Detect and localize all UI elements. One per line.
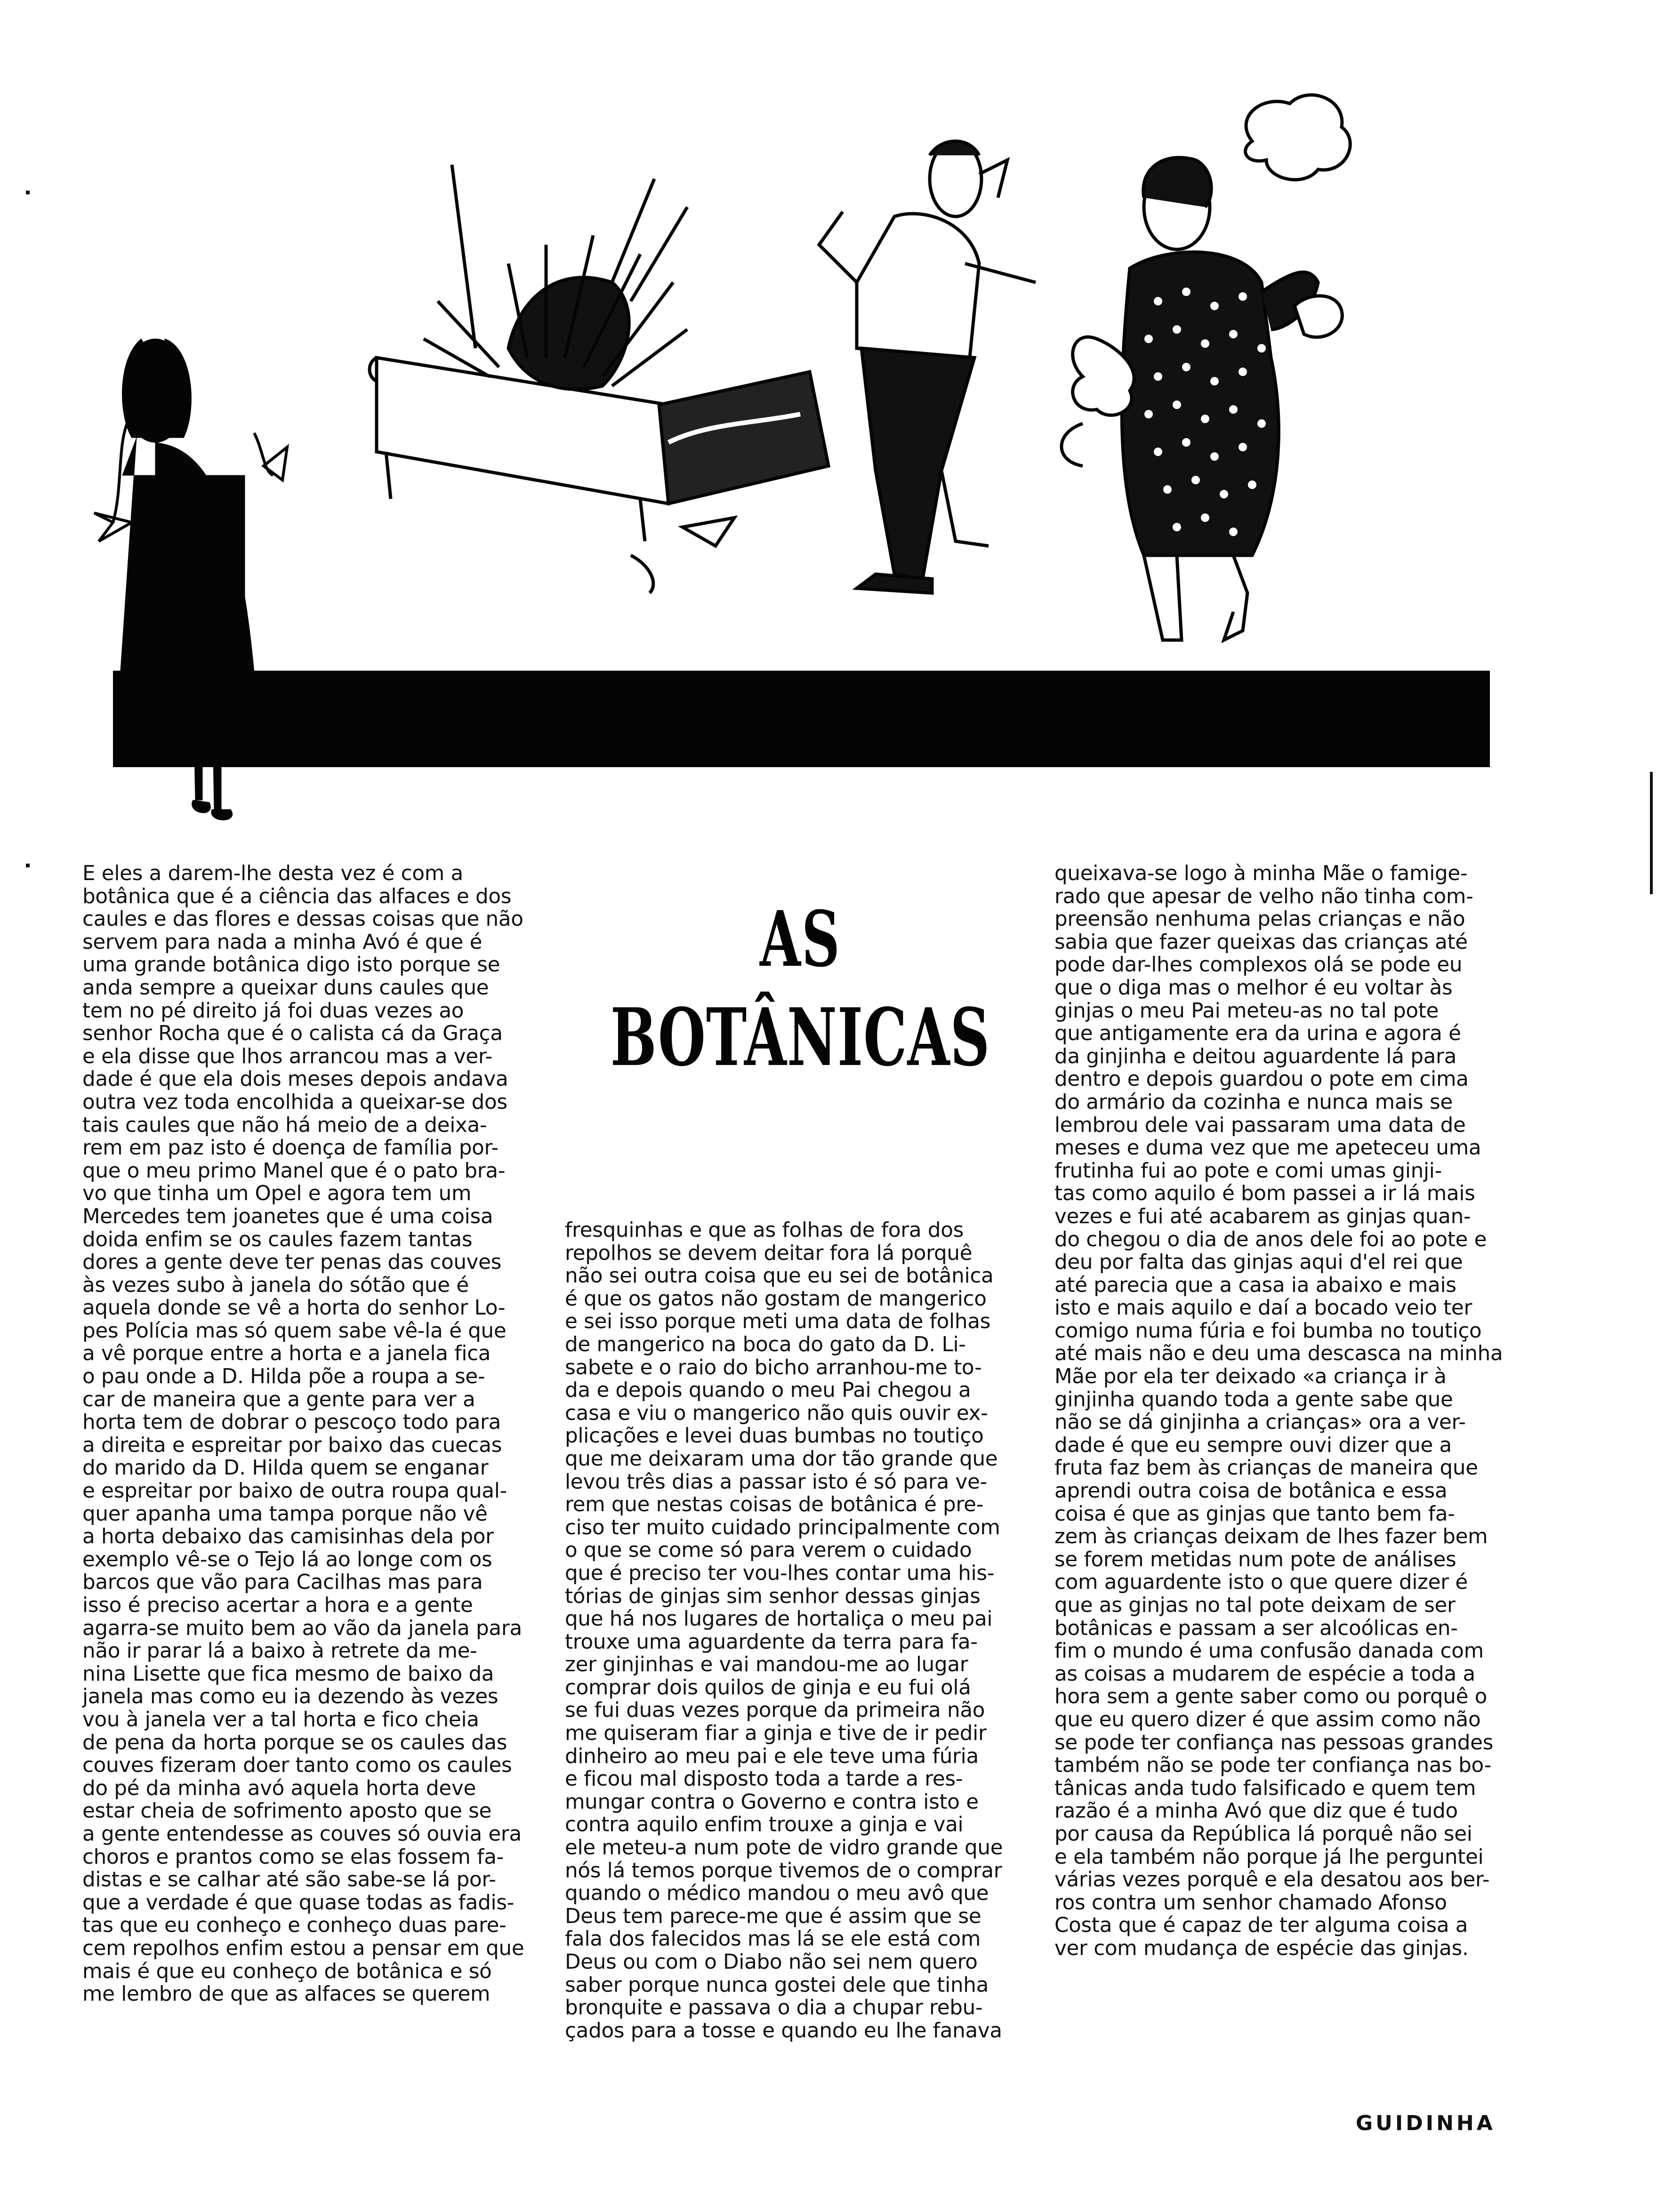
text-line: o que se come só para verem o cuidado [565,1539,972,1563]
text-line: exemplo vê-se o Tejo lá ao longe com os [82,1547,492,1571]
text-line: mais é que eu conheço de botânica e só [82,1959,492,1983]
text-line: comigo numa fúria e foi bumba no toutiço [1054,1319,1482,1343]
text-line: nina Lisette que fica mesmo de baixo da [82,1662,494,1686]
text-line: é que os gatos não gostam de mangerico [565,1287,987,1311]
text-line: dores a gente deve ter penas das couves [82,1250,502,1274]
text-line: e ela disse que lhos arrancou mas a ver- [82,1044,493,1068]
text-line: aquela donde se vê a horta do senhor Lo- [82,1296,506,1320]
article-column-middle [565,1219,1003,2042]
text-line: que há nos lugares de hortaliça o meu pai [565,1607,993,1631]
text-line: saber porque nunca gostei dele que tinha [565,1973,989,1997]
text-line: isso é preciso acertar a hora e a gente [82,1594,473,1617]
text-line: mungar contra o Governo e contra isto e [565,1790,979,1814]
text-line: bronquite e passava o dia a chupar rebu- [565,1996,983,2020]
text-line: vezes e fui até acabarem as ginjas quan- [1054,1204,1471,1228]
text-line: às vezes subo à janela do sótão que é [82,1273,469,1297]
text-line: fim o mundo é uma confusão danada com [1054,1639,1484,1663]
article-column-left [82,862,524,2006]
text-line: ginjas o meu Pai meteu-as no tal pote [1054,999,1439,1023]
scan-mark [1650,772,1653,894]
text-line: caules e das flores e dessas coisas que não [82,907,523,931]
text-line: pes Polícia mas só quem sabe vê-la é que [82,1319,507,1343]
text-line: do armário da cozinha e nunca mais se [1054,1090,1453,1114]
text-line: sabia que fazer queixas das crianças até [1054,930,1468,954]
text-line: cem repolhos enfim estou a pensar em que [82,1936,524,1960]
text-line: janela mas como eu ia dezendo às vezes [82,1685,499,1709]
text-line: dade é que ela dois meses depois andava [82,1067,508,1091]
man-figure [819,141,1036,593]
text-line: uma grande botânica digo isto porque se [82,953,500,977]
text-line: não ir parar lá a baixo à retrete da me- [82,1639,477,1663]
text-line: horta tem de dobrar o pescoço todo para [82,1411,501,1435]
text-line: que o diga mas o melhor é eu voltar às [1054,976,1453,1000]
text-line: Mercedes tem joanetes que é uma coisa [82,1204,493,1228]
text-line: meses e duma vez que me apeteceu uma [1054,1136,1481,1160]
text-line: a vê porque entre a horta e a janela fica [82,1342,491,1366]
text-line: o pau onde a D. Hilda põe a roupa a se- [82,1365,485,1389]
text-line: também não se pode ter confiança nas bo- [1054,1754,1492,1778]
text-line: dentro e depois guardou o pote em cima [1054,1067,1469,1091]
text-line: tais caules que não há meio de a deixa- [82,1113,487,1137]
text-line: plicações e levei duas bumbas no toutiço [565,1424,984,1448]
text-line: que me deixaram uma dor tão grande que [565,1447,998,1471]
text-line: dinheiro ao meu pai e ele teve uma fúria [565,1744,979,1768]
text-line: vo que tinha um Opel e agora tem um [82,1182,472,1206]
text-line: repolhos se devem deitar fora lá porquê [565,1241,973,1265]
text-line: distas e se calhar até são sabe-se lá por- [82,1868,496,1892]
text-line: barcos que vão para Cacilhas mas para [82,1571,483,1595]
text-line: nós lá temos porque tivemos de o comprar [565,1859,1002,1883]
cartoon-illustration [0,0,1657,857]
text-line: me quiseram fiar a ginja e tive de ir pedir [565,1722,987,1746]
text-line: e ficou mal disposto toda a tarde a res- [565,1767,963,1791]
text-line: que o meu primo Manel que é o pato bra- [82,1159,506,1183]
text-line: não sei outra coisa que eu sei de botânica [565,1264,994,1288]
text-line: se fui duas vezes porque da primeira não [565,1699,985,1723]
text-line: anda sempre a queixar duns caules que [82,976,489,1000]
text-line: que antigamente era da urina e agora é [1054,1022,1461,1046]
text-line: levou três dias a passar isto é só para ve- [565,1470,987,1494]
text-line: e sei isso porque meti uma data de folhas [565,1310,991,1334]
text-line: comprar dois quilos de ginja e eu fui olá [565,1675,971,1699]
text-line: por causa da República lá porquê não sei [1054,1822,1472,1846]
sofa-figure [370,165,828,593]
text-line: frutinha fui ao pote e comi umas ginji- [1054,1159,1442,1183]
text-line: Deus ou com o Diabo não sei nem quero [565,1950,978,1974]
text-line: Costa que é capaz de ter alguma coisa a [1054,1914,1468,1938]
text-line: aprendi outra coisa de botânica e essa [1054,1479,1448,1503]
text-line: deu por falta das ginjas aqui d'el rei que [1054,1250,1463,1274]
text-line: do chegou o dia de anos dele foi ao pote e [1054,1227,1487,1251]
text-line: choros e prantos como se elas fossem fa- [82,1845,504,1869]
text-line: de mangerico na boca do gato da D. Li- [565,1332,966,1356]
text-line: senhor Rocha que é o calista cá da Graça [82,1022,503,1046]
text-line: casa e viu o mangerico não quis ouvir ex- [565,1401,988,1425]
text-line: ver com mudança de espécie das ginjas. [1054,1936,1469,1960]
text-line: tânicas anda tudo falsificado e quem tem [1054,1776,1476,1800]
text-line: não se dá ginjinha a crianças» ora a ver- [1054,1411,1466,1435]
text-line: se forem metidas num pote de análises [1054,1547,1456,1571]
text-line: do marido da D. Hilda quem se enganar [82,1456,489,1480]
text-line: rem em paz isto é doença de família por- [82,1136,499,1160]
text-line: vou à janela ver a tal horta e fico cheia [82,1707,479,1731]
text-line: a horta debaixo das camisinhas dela por [82,1525,494,1549]
author-signature: GUIDINHA [1356,2111,1496,2135]
text-line: que eu quero dizer é que assim como não [1054,1707,1481,1731]
text-line: contra aquilo enfim trouxe a ginja e vai [565,1813,964,1837]
text-line: estar cheia de sofrimento aposto que se [82,1799,492,1823]
text-line: coisa é que as ginjas que tanto bem fa- [1054,1502,1455,1526]
text-line: me lembro de que as alfaces se querem [82,1982,491,2006]
article-title-line-2: BOTÂNICAS [610,991,990,1084]
text-line: quando o médico mandou o meu avô que [565,1882,989,1906]
text-line: que a verdade é que quase todas as fadis- [82,1891,515,1915]
text-line: tórias de ginjas sim senhor dessas ginjas [565,1584,981,1608]
text-line: a direita e espreitar por baixo das cuecas [82,1433,502,1457]
text-line: da e depois quando o meu Pai chegou a [565,1378,971,1403]
text-line: rem que nestas coisas de botânica é pre- [565,1493,984,1517]
text-line: zer ginjinhas e vai mandou-me ao lugar [565,1653,968,1677]
text-line: car de maneira que a gente para ver a [82,1387,475,1411]
text-line: que as ginjas no tal pote deixam de ser [1054,1594,1456,1617]
text-line: Deus tem parece-me que é assim que se [565,1904,981,1928]
text-line: rado que apesar de velho não tinha com- [1054,884,1473,908]
text-line: e espreitar por baixo de outra roupa qual- [82,1479,507,1503]
text-line: as coisas a mudarem de espécie a toda a [1054,1662,1475,1686]
text-line: botânica que é a ciência das alfaces e dos [82,884,512,908]
text-line: ros contra um senhor chamado Afonso [1054,1891,1447,1915]
text-line: até parecia que a casa ia abaixo e mais [1054,1273,1456,1297]
text-line: fresquinhas e que as folhas de fora dos [565,1218,964,1242]
text-line: ele meteu-a num pote de vidro grande que [565,1836,1003,1860]
scan-mark [26,191,30,194]
text-line: trouxe uma aguardente da terra para fa- [565,1630,978,1654]
text-line: couves fizeram doer tanto como os caules [82,1754,512,1778]
text-line: sabete e o raio do bicho arranhou-me to- [565,1355,982,1379]
text-line: fruta faz bem às crianças de maneira que [1054,1456,1478,1480]
text-line: e ela também não porque já lhe perguntei [1054,1845,1484,1869]
text-line: çados para a tosse e quando eu lhe fanava [565,2019,1002,2043]
text-line: razão é a minha Avó que diz que é tudo [1054,1799,1458,1823]
article-title-line-1: AS [760,895,841,985]
text-line: servem para nada a minha Avó é que é [82,930,483,954]
text-line: de pena da horta porque se os caules das [82,1731,507,1755]
text-line: com aguardente isto o que quere dizer é [1054,1571,1468,1595]
text-line: que é preciso ter vou-lhes contar uma his- [565,1561,995,1585]
text-line: várias vezes porquê e ela desatou aos ber- [1054,1868,1490,1892]
text-line: quer apanha uma tampa porque não vê [82,1502,488,1526]
text-line: pode dar-lhes complexos olá se pode eu [1054,953,1463,977]
text-line: do pé da minha avó aquela horta deve [82,1776,476,1800]
text-line: botânicas e passam a ser alcoólicas en- [1054,1616,1458,1640]
text-line: da ginjinha e deitou aguardente lá para [1054,1044,1457,1068]
text-line: fala dos falecidos mas lá se ele está com [565,1927,981,1951]
text-line: queixava-se logo à minha Mãe o famige- [1054,862,1468,885]
text-line: lembrou dele vai passaram uma data de [1054,1113,1466,1137]
text-line: tem no pé direito já foi duas vezes ao [82,999,464,1023]
text-line: ginjinha quando toda a gente sabe que [1054,1387,1453,1411]
woman-figure [1062,95,1350,640]
text-line: até mais não e deu uma descasca na minha [1054,1342,1503,1366]
text-line: tas como aquilo é bom passei a ir lá mais [1054,1182,1475,1206]
text-line: ciso ter muito cuidado principalmente com [565,1515,1000,1539]
scan-mark [26,864,30,867]
text-line: preensão nenhuma pelas crianças e não [1054,907,1465,931]
text-line: tas que eu conheço e conheço duas pare- [82,1914,507,1938]
text-line: E eles a darem-lhe desta vez é com a [82,862,463,885]
text-line: dade é que eu sempre ouvi dizer que a [1054,1433,1452,1457]
text-line: outra vez toda encolhida a queixar-se dos [82,1090,507,1114]
text-line: hora sem a gente saber como ou porquê o [1054,1685,1488,1709]
text-line: isto e mais aquilo e daí a bocado veio ter [1054,1296,1472,1320]
text-line: doida enfim se os caules fazem tantas [82,1227,473,1251]
text-line: Mãe por ela ter deixado «a criança ir à [1054,1365,1447,1389]
article-column-right [1054,862,1503,1960]
text-line: a gente entendesse as couves só ouvia era [82,1822,522,1846]
text-line: se pode ter confiança nas pessoas grandes [1054,1731,1494,1755]
text-line: agarra-se muito bem ao vão da janela para [82,1616,522,1640]
text-line: zem às crianças deixam de lhes fazer bem [1054,1525,1488,1549]
